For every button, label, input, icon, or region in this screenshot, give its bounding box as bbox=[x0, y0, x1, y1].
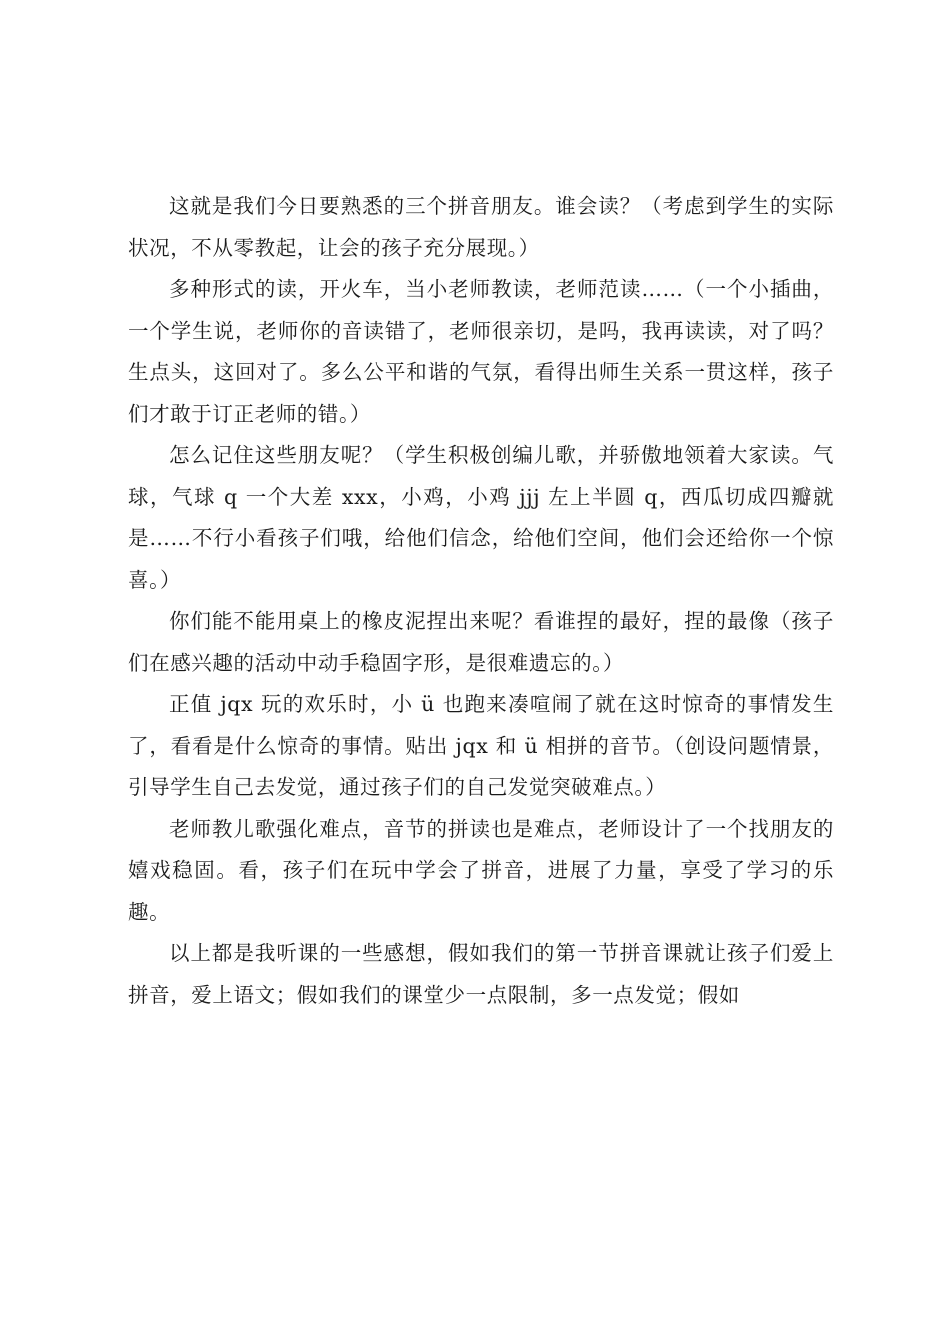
paragraph-7: 以上都是我听课的一些感想，假如我们的第一节拼音课就让孩子们爱上拼音，爱上语文；假如我们的课堂少一点限制，多一点发觉；假如 bbox=[128, 941, 834, 1007]
paragraph-5: 正值 jqx 玩的欢乐时，小 ü 也跑来凑喧闹了就在这时惊奇的事情发生了，看看是什么惊奇的事情。贴出 jqx 和 ü 相拼的音节。（创设问题情景，引导学生自己去发觉，通过孩子们的自己发觉突破难点。） bbox=[128, 692, 834, 799]
paragraph-4: 你们能不能用桌上的橡皮泥捏出来呢？看谁捏的最好，捏的最像（孩子们在感兴趣的活动中动手稳固字形，是很难遗忘的。） bbox=[128, 609, 834, 675]
document-body bbox=[128, 186, 834, 1016]
paragraph-3: 怎么记住这些朋友呢？（学生积极创编儿歌，并骄傲地领着大家读。气球，气球 q 一个大差 xxx，小鸡，小鸡 jjj 左上半圆 q，西瓜切成四瓣就是……不行小看孩子们哦，给他们信念，给他们空间，他们会还给你一个惊喜。） bbox=[128, 443, 834, 592]
paragraph-1: 这就是我们今日要熟悉的三个拼音朋友。谁会读？（考虑到学生的实际状况，不从零教起，让会的孩子充分展现。） bbox=[128, 194, 834, 260]
paragraph-6: 老师教儿歌强化难点，音节的拼读也是难点，老师设计了一个找朋友的嬉戏稳固。看，孩子们在玩中学会了拼音，进展了力量，享受了学习的乐趣。 bbox=[128, 816, 834, 924]
paragraph-2: 多种形式的读，开火车，当小老师教读，老师范读……（一个小插曲，一个学生说，老师你的音读错了，老师很亲切，是吗，我再读读，对了吗？生点头，这回对了。多么公平和谐的气氛，看得出师生关系一贯这样，孩子们才敢于订正老师的错。） bbox=[128, 277, 834, 426]
